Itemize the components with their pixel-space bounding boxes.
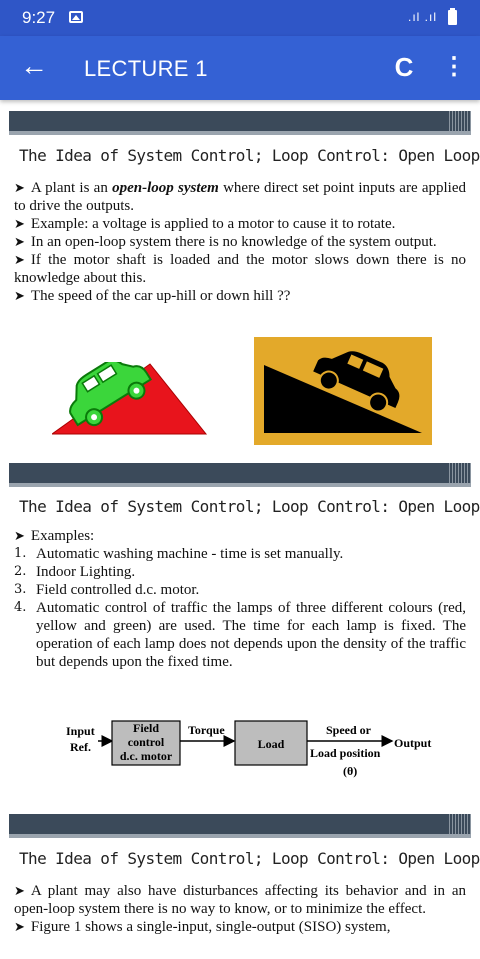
battery-icon (448, 10, 457, 25)
arrow-bullet-icon: ➤ (14, 883, 25, 898)
slide-header-shadow (9, 483, 471, 487)
bullet-item: ➤ A plant may also have disturbances affecting its behavior and in an open-loop system there is no way to know, or to minimize the effect. (14, 883, 466, 917)
slide-header-bar (9, 814, 471, 834)
slide-text (14, 527, 466, 671)
bullet-item: ➤ The speed of the car up-hill or down hill ?? (14, 288, 291, 304)
ref-label: Ref. (70, 740, 91, 754)
slide-text (14, 882, 466, 936)
status-bar (0, 0, 480, 36)
speed-label: Speed or (326, 723, 371, 737)
arrow-bullet-icon: ➤ (14, 288, 25, 303)
arrow-bullet-icon: ➤ (14, 234, 25, 249)
bullet-item: ➤ Example: a voltage is applied to a motor to cause it to rotate. (14, 216, 396, 232)
torque-label: Torque (188, 723, 225, 737)
slide-header-bar (9, 111, 471, 131)
refresh-icon[interactable]: C (394, 52, 414, 82)
slide-header-bar (9, 463, 471, 483)
more-vert-icon[interactable]: ⋮ (442, 53, 466, 80)
arrow-bullet-icon: ➤ (14, 180, 25, 195)
load-position-label: Load position (310, 746, 381, 760)
signal-icon: .ıl .ıl (408, 10, 438, 24)
arrow-bullet-icon: ➤ (14, 919, 25, 934)
slide-title: The Idea of System Control; Loop Control: Open Loop (19, 849, 480, 868)
bullet-item: ➤ In an open-loop system there is no knowledge of the system output. (14, 234, 437, 250)
arrow-bullet-icon: ➤ (14, 216, 25, 231)
list-item: 3. Field controlled d.c. motor. (14, 582, 200, 598)
status-time: 9:27 (22, 8, 56, 27)
arrow-bullet-icon: ➤ (14, 528, 25, 543)
page-title: LECTURE 1 (84, 56, 208, 81)
bullet-item: ➤ Examples: (14, 528, 95, 544)
slide-header-shadow (9, 834, 471, 838)
car-downhill-illustration (254, 337, 432, 445)
slide-text (14, 179, 466, 305)
block-control-label: control (127, 735, 165, 749)
arrow-bullet-icon: ➤ (14, 252, 25, 267)
block-load-label: Load (257, 737, 285, 751)
block-field-label: Field (133, 721, 159, 735)
slide-title: The Idea of System Control; Loop Control: Open Loop (19, 146, 480, 165)
slide-title: The Idea of System Control; Loop Control: Open Loop (19, 497, 480, 516)
theta-label: (θ) (343, 764, 358, 778)
bullet-item: ➤ A plant is an open-loop system where direct set point inputs are applied to drive the outputs. (14, 180, 466, 214)
app-bar (0, 36, 480, 100)
car-uphill-illustration (52, 362, 212, 438)
examples-list (14, 545, 466, 671)
list-item: 1. Automatic washing machine - time is set manually. (14, 546, 344, 562)
slide-header-shadow (9, 131, 471, 135)
block-motor-label: d.c. motor (119, 749, 173, 763)
bullet-item: ➤ If the motor shaft is loaded and the motor slows down there is no knowledge about this. (14, 252, 466, 286)
image-icon (69, 11, 83, 23)
input-label: Input (66, 724, 95, 738)
list-item: 4. Automatic control of traffic the lamps of three different colours (red, yellow and green) are used. The time for each lamp is fixed. The operation of each lamp does not depends upon the density of the traffic but depends upon the fixed time. (14, 600, 466, 670)
list-item: 2. Indoor Lighting. (14, 564, 136, 580)
back-arrow-icon[interactable]: ← (20, 50, 48, 81)
open-loop-block-diagram (62, 717, 462, 787)
bullet-item: ➤ Figure 1 shows a single-input, single-output (SISO) system, (14, 919, 391, 935)
output-label: Output (394, 736, 432, 750)
